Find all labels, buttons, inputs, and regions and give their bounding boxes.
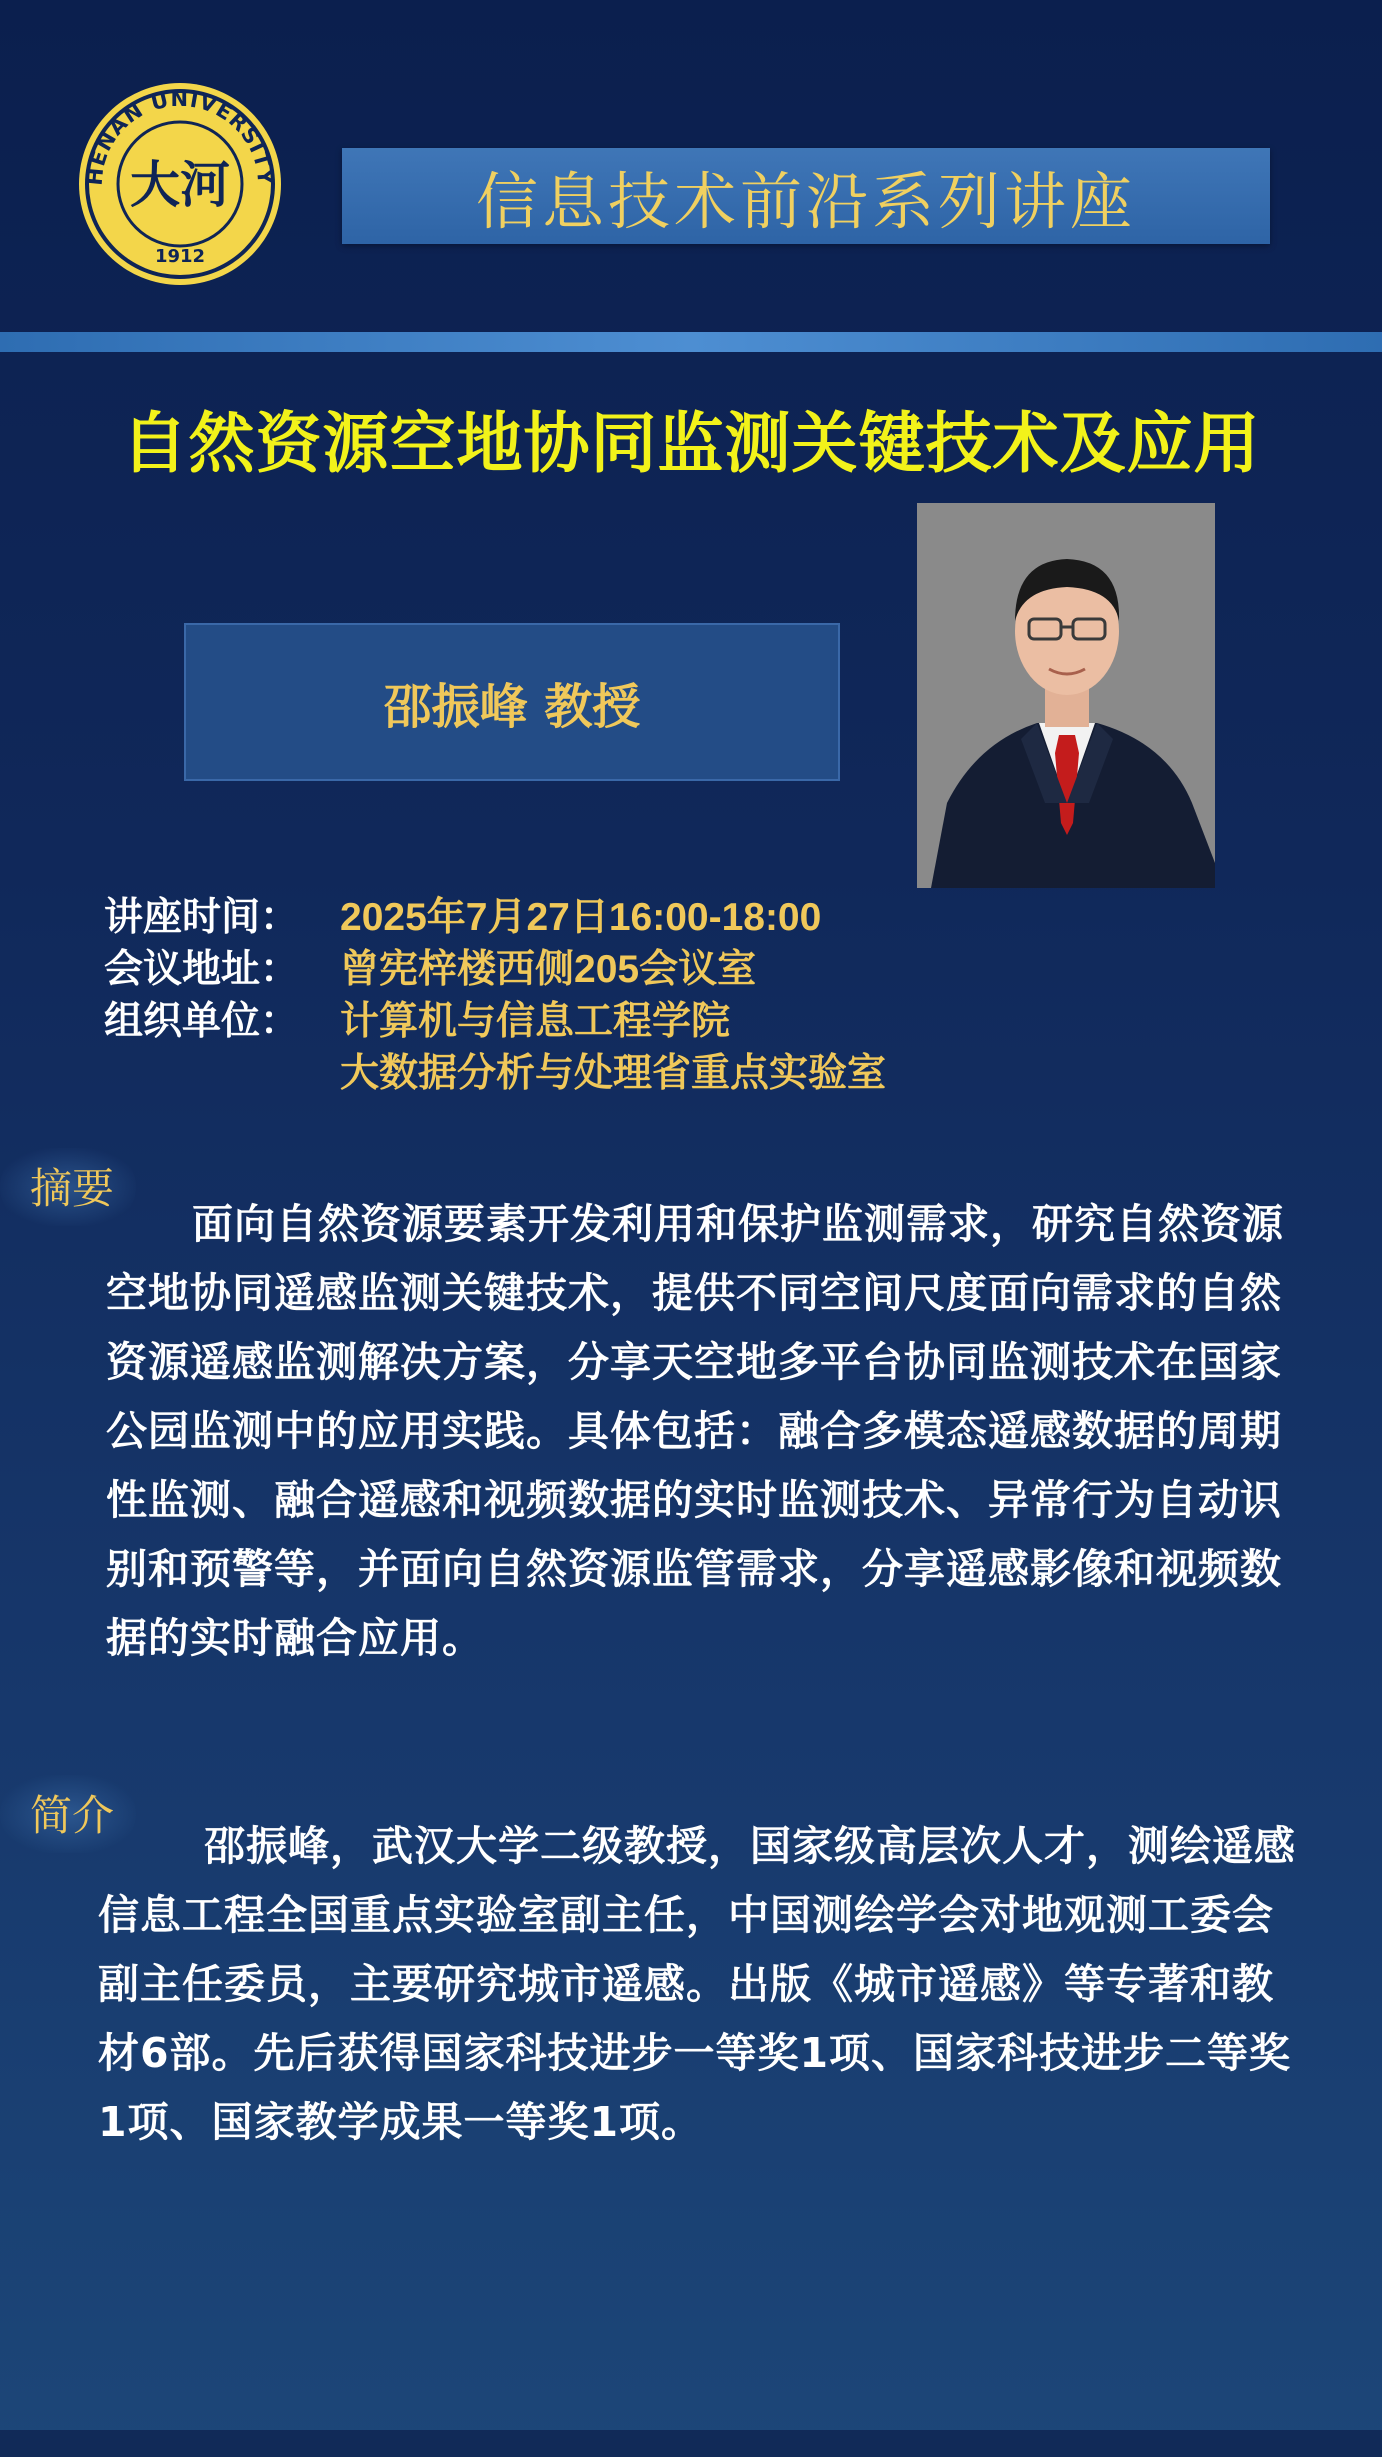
abstract-text: 面向自然资源要素开发利用和保护监测需求，研究自然资源空地协同遥感监测关键技术，提供不同空间尺度面向需求的自然资源遥感监测解决方案，分享天空地多平台协同监测技术在国家公园监测中的应用实践。具体包括：融合多模态遥感数据的周期性监测、融合遥感和视频数据的实时监测技术、异常行为自动识别和预警等，并面向自然资源监管需求，分享遥感影像和视频数据的实时融合应用。 <box>106 1200 1284 1662</box>
info-venue-value: 曾宪梓楼西侧205会议室 <box>340 948 757 991</box>
info-org-value-1: 计算机与信息工程学院 <box>340 1000 731 1043</box>
lecture-title: 自然资源空地协同监测关键技术及应用 <box>121 405 1261 482</box>
info-org-label: 组织单位： <box>104 1000 300 1043</box>
bottom-shade <box>0 2430 1382 2457</box>
header-divider <box>0 332 1382 352</box>
henan-university-logo <box>76 80 284 288</box>
lecture-info <box>104 892 886 1100</box>
series-title: 信息技术前沿系列讲座 <box>475 164 1136 238</box>
info-time-row <box>104 892 886 944</box>
logo-year: 1912 <box>154 246 206 267</box>
info-org-value-2: 大数据分析与处理省重点实验室 <box>340 1052 887 1095</box>
speaker-photo <box>917 503 1215 888</box>
info-org-row <box>104 996 886 1048</box>
bio-label: 简介 <box>0 1775 136 1853</box>
info-time-value: 2025年7月27日16:00-18:00 <box>340 896 822 939</box>
speaker-name: 邵振峰 教授 <box>383 678 641 735</box>
logo-emblem-text: 大河 <box>130 155 230 214</box>
info-venue-row <box>104 944 886 996</box>
info-venue-label: 会议地址： <box>104 948 300 991</box>
bio-text: 邵振峰，武汉大学二级教授，国家级高层次人才，测绘遥感信息工程全国重点实验室副主任，中国测绘学会对地观测工委会副主任委员，主要研究城市遥感。出版《城市遥感》等专著和教材6部。先后获得国家科技进步一等奖1项、国家科技进步二等奖1项、国家教学成果一等奖1项。 <box>98 1822 1296 2146</box>
speaker-name-box <box>184 623 840 781</box>
abstract-label: 摘要 <box>0 1148 136 1226</box>
logo-ring-text: HENAN UNIVERSITY <box>82 86 278 187</box>
series-banner <box>342 148 1270 244</box>
info-time-label: 讲座时间： <box>104 896 300 939</box>
info-org-row-2 <box>104 1048 886 1100</box>
